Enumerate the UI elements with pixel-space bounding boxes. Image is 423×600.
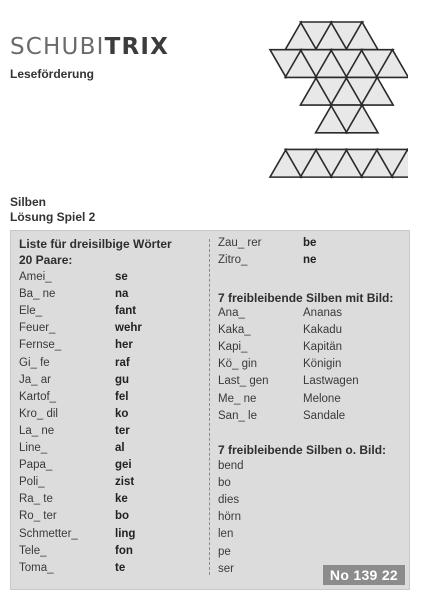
heading-line-1: Silben [10, 195, 47, 209]
syllable-word: Ana_ [218, 307, 245, 319]
syllable-word: hörn [218, 511, 242, 524]
syllable-answer: zist [115, 476, 135, 489]
syllable-answer: raf [115, 356, 130, 369]
syllable-word: Poli_ [19, 476, 45, 489]
solution-card [10, 230, 410, 590]
syllable-answer: ne [303, 254, 317, 267]
syllable-word: Ra_ te [19, 493, 53, 506]
syllable-word: Papa_ [19, 459, 53, 472]
syllable-word: Ba_ ne [19, 288, 56, 301]
pairs-count: 20 Paare: [19, 253, 73, 267]
syllable-answer: ter [115, 424, 130, 437]
syllable-answer: ko [115, 407, 129, 420]
syllable-word: Kartof_ [19, 390, 57, 403]
syllable-answer: gei [115, 459, 132, 472]
syllable-word: bo [218, 477, 231, 490]
syllable-answer: se [115, 271, 128, 283]
syllable-word: La_ ne [19, 424, 55, 437]
brand-part-1: SCHUBI [10, 34, 105, 60]
syllable-answer: fel [115, 390, 129, 403]
subtitle: Leseförderung [10, 67, 95, 81]
heading [10, 195, 95, 225]
syllable-word: Feuer_ [19, 322, 56, 335]
syllable-word: Ja_ ar [19, 373, 51, 386]
syllable-word: Zau_ rer [218, 237, 262, 249]
syllable-answer: Ananas [303, 307, 343, 319]
column-divider [209, 239, 210, 575]
syllable-answer: Königin [303, 358, 342, 371]
syllable-answer: bo [115, 510, 130, 523]
product-number-badge: No 139 22 [323, 565, 405, 585]
syllable-word: Line_ [19, 442, 48, 454]
syllable-word: pe [218, 545, 231, 558]
title-without-picture: 7 freibleibende Silben o. Bild: [218, 443, 387, 457]
syllable-word: Fernse_ [19, 339, 62, 352]
syllable-answer: fon [115, 544, 133, 557]
syllable-word: Me_ ne [218, 392, 257, 405]
syllable-word: bend [218, 460, 244, 472]
syllable-answer: Melone [303, 392, 341, 405]
syllable-word: Kö_ gin [218, 358, 258, 371]
syllable-word: Schmetter_ [19, 527, 78, 540]
syllable-word: Last_ gen [218, 375, 269, 388]
syllable-answer: ling [115, 527, 136, 540]
syllable-word: Amei_ [19, 271, 52, 283]
syllable-answer: Kakadu [303, 324, 343, 337]
brand-part-2: TRIX [104, 34, 170, 60]
syllable-word: Kaka_ [218, 324, 251, 337]
syllable-answer: gu [115, 373, 130, 386]
syllable-answer: wehr [115, 322, 142, 335]
syllable-word: Ro_ ter [19, 510, 57, 523]
syllable-answer: fant [115, 305, 137, 318]
syllable-word: Tele_ [19, 544, 47, 557]
syllable-answer: te [115, 561, 126, 574]
syllable-word: San_ le [218, 409, 258, 422]
syllable-answer: na [115, 288, 129, 301]
syllable-word: Kapi_ [218, 341, 248, 354]
syllable-answer: Sandale [303, 409, 346, 422]
syllable-word: Zitro_ [218, 254, 248, 267]
list-title: Liste für dreisilbige Wörter [19, 237, 172, 251]
syllable-word: ser [218, 562, 234, 575]
triangle-puzzle-graphic [268, 18, 408, 188]
syllable-word: Toma_ [19, 561, 54, 574]
syllable-word: Gi_ fe [19, 356, 50, 369]
syllable-word: Kro_ dil [19, 407, 58, 420]
syllable-word: dies [218, 494, 240, 507]
syllable-word: len [218, 528, 234, 541]
syllable-answer: Kapitän [303, 341, 343, 354]
heading-line-2: Lösung Spiel 2 [10, 210, 96, 224]
syllable-answer: ke [115, 493, 128, 506]
syllable-answer: be [303, 237, 317, 249]
syllable-answer: al [115, 442, 125, 454]
syllable-word: Ele_ [19, 305, 43, 318]
title-with-picture: 7 freibleibende Silben mit Bild: [218, 291, 394, 305]
syllable-answer: Lastwagen [303, 375, 359, 388]
brand-logo [10, 34, 169, 60]
syllable-answer: her [115, 339, 133, 352]
